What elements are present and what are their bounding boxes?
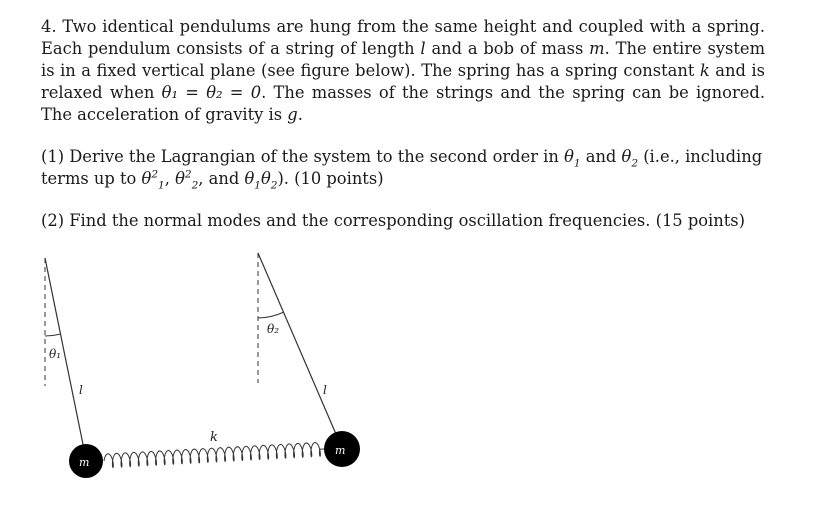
part-1: (1) Derive the Lagrangian of the system to the second order in $\theta_1$ and $\theta_2$ (i.e., including terms up to $\theta^2_1$, $\theta^2_2$, and $\theta_1\theta_2$). (10 points): [41, 147, 763, 192]
part-1-label: (1): [41, 147, 65, 166]
part-1-text-c: (i.e., including terms up to: [41, 147, 763, 188]
intro-text-1: Two identical pendulums are hung from the same height and coupled with a spring. Each pendulum consists of a string of length: [41, 17, 765, 58]
theta2-label: θ₂: [267, 322, 280, 336]
theta1-label: θ₁: [49, 347, 62, 361]
mass-symbol: m: [589, 39, 605, 58]
intro-text-6: .: [297, 105, 303, 124]
intro-text-4: and is relaxed when: [41, 61, 765, 102]
right-string: [258, 253, 342, 448]
right-mass-label: m: [335, 444, 346, 457]
part-1-text-d: , and: [198, 169, 245, 188]
part-1-text-b: and: [580, 147, 622, 166]
spring: [104, 442, 324, 467]
part-2-label: (2): [41, 211, 65, 230]
intro-text-2: and a bob of mass: [425, 39, 590, 58]
intro-text-5: . The masses of the strings and the spring can be ignored. The acceleration of gravity is: [41, 83, 765, 124]
part-1-text-e: ). (10 points): [277, 169, 384, 188]
theta2-symbol: $\theta_2$: [621, 147, 639, 170]
theta1-squared: $\theta^2_1$: [141, 168, 165, 192]
theta1-theta2-product: $\theta_1\theta_2$: [244, 169, 278, 192]
intro-text-3: . The entire system is in a fixed vertical plane (see figure below). The spring has a spring constant: [41, 39, 766, 80]
part-1-text-a: Derive the Lagrangian of the system to the second order in: [69, 147, 565, 166]
spring-constant-symbol: k: [699, 61, 710, 80]
length-symbol: l: [420, 39, 426, 58]
problem-number: 4.: [41, 17, 57, 36]
theta2-arc: [258, 312, 284, 318]
left-mass-label: m: [79, 456, 90, 469]
part-2-text: Find the normal modes and the corresponding oscillation frequencies. (15 points): [69, 211, 746, 230]
left-length-label: l: [79, 383, 83, 397]
right-length-label: l: [323, 383, 327, 397]
equilibrium-condition: θ₁ = θ₂ = 0: [161, 83, 262, 102]
theta2-squared: $\theta^2_2$: [175, 168, 199, 192]
theta1-symbol: $\theta_1$: [564, 147, 581, 170]
gravity-symbol: g: [287, 105, 298, 124]
theta1-arc: [45, 334, 61, 336]
spring-constant-label: k: [210, 430, 218, 445]
